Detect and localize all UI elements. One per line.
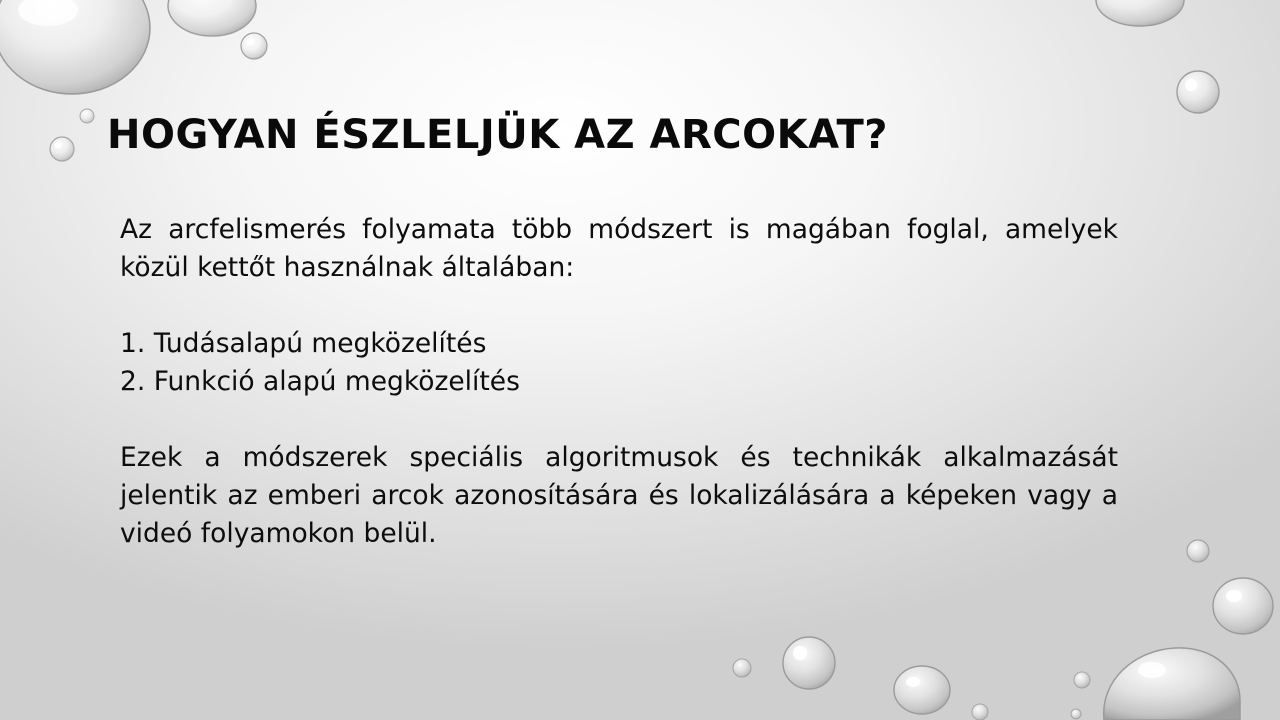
drop-bottom-center-4 bbox=[972, 704, 988, 720]
drop-bottom-right-large bbox=[1104, 648, 1240, 720]
drop-top-left-3 bbox=[241, 33, 267, 59]
spacer bbox=[120, 287, 1118, 325]
list-item: 1. Tudásalapú megközelítés bbox=[120, 328, 487, 359]
slide-title: HOGYAN ÉSZLELJÜK AZ ARCOKAT? bbox=[107, 112, 888, 158]
drop-bottom-center-1 bbox=[783, 637, 835, 689]
slide-body bbox=[120, 211, 1118, 553]
drop-top-right bbox=[1096, 0, 1184, 26]
conclusion-paragraph: Ezek a módszerek speciális algoritmusok és technikák alkalmazását jelentik az emberi arcok azonosítására és lokalizálására a képeken vagy a videó folyamokon belül. bbox=[120, 442, 1118, 549]
drop-right-upper bbox=[1177, 71, 1219, 113]
drop-left-mid bbox=[50, 137, 74, 161]
intro-paragraph: Az arcfelismerés folyamata több módszert is magában foglal, amelyek közül kettőt használnak általában: bbox=[120, 214, 1118, 283]
drop-bottom-center-3 bbox=[894, 666, 950, 714]
drop-left-small bbox=[80, 109, 94, 123]
drop-bottom-center-2 bbox=[733, 659, 751, 677]
drop-right-lower-small bbox=[1187, 540, 1209, 562]
spacer bbox=[120, 401, 1118, 439]
drop-bottom-right-small bbox=[1074, 672, 1090, 688]
drop-bottom-right-tiny bbox=[1071, 709, 1081, 719]
drop-top-left-2 bbox=[168, 0, 256, 36]
methods-list bbox=[120, 325, 1118, 401]
drop-right-lower bbox=[1213, 578, 1273, 634]
drop-large-top-left bbox=[0, 0, 150, 94]
list-item: 2. Funkció alapú megközelítés bbox=[120, 366, 520, 397]
